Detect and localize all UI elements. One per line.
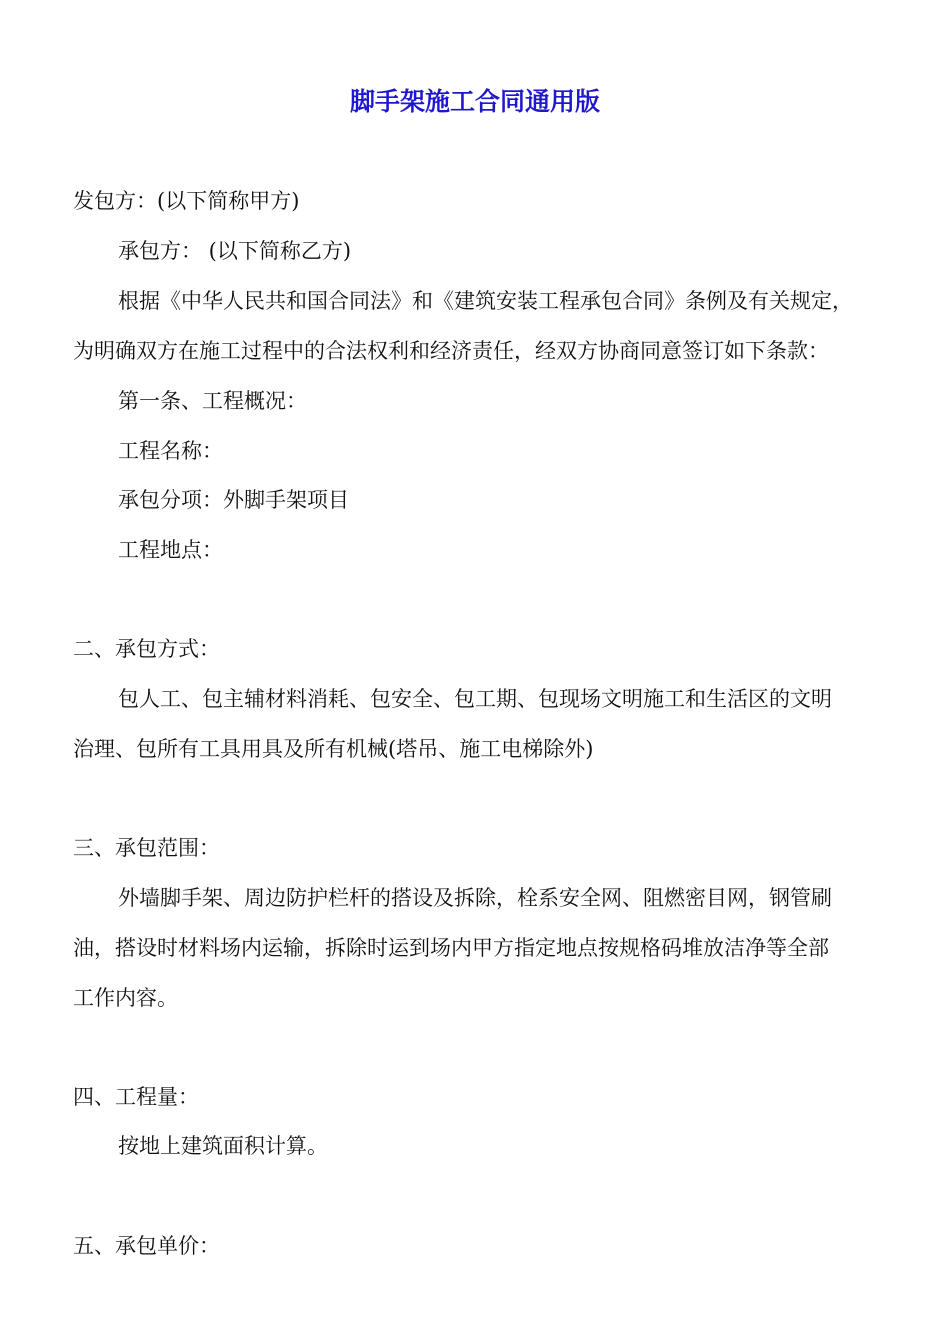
section-three-heading: 三、承包范围： [73,836,220,860]
section-four-text-line: 按地上建筑面积计算。 [118,1134,328,1158]
section-three-text-line-2: 油，搭设时材料场内运输，拆除时运到场内甲方指定地点按规格码堆放洁净等全部 [73,936,829,960]
section-five-heading: 五、承包单价： [73,1234,220,1258]
section-two-text-line-1: 包人工、包主辅材料消耗、包安全、包工期、包现场文明施工和生活区的文明 [118,687,832,711]
preamble-line-2: 为明确双方在施工过程中的合法权利和经济责任，经双方协商同意签订如下条款： [73,339,829,363]
project-location-line: 工程地点： [118,538,223,562]
contract-item-line: 承包分项：外脚手架项目 [118,488,349,512]
section-two-heading: 二、承包方式： [73,637,220,661]
party-b-line: 承包方： (以下简称乙方) [118,239,352,263]
project-name-line: 工程名称： [118,439,223,463]
document-title: 脚手架施工合同通用版 [349,87,600,116]
section-four-heading: 四、工程量： [73,1085,199,1109]
preamble-line-1: 根据《中华人民共和国合同法》和《建筑安装工程承包合同》条例及有关规定， [118,289,853,313]
article-one-heading: 第一条、工程概况： [118,389,307,413]
section-three-text-line-3: 工作内容。 [73,986,178,1010]
section-two-text-line-2: 治理、包所有工具用具及所有机械(塔吊、施工电梯除外) [73,737,594,761]
section-three-text-line-1: 外墙脚手架、周边防护栏杆的搭设及拆除，栓系安全网、阻燃密目网，钢管刷 [118,886,832,910]
party-a-line: 发包方：(以下简称甲方) [73,189,300,213]
